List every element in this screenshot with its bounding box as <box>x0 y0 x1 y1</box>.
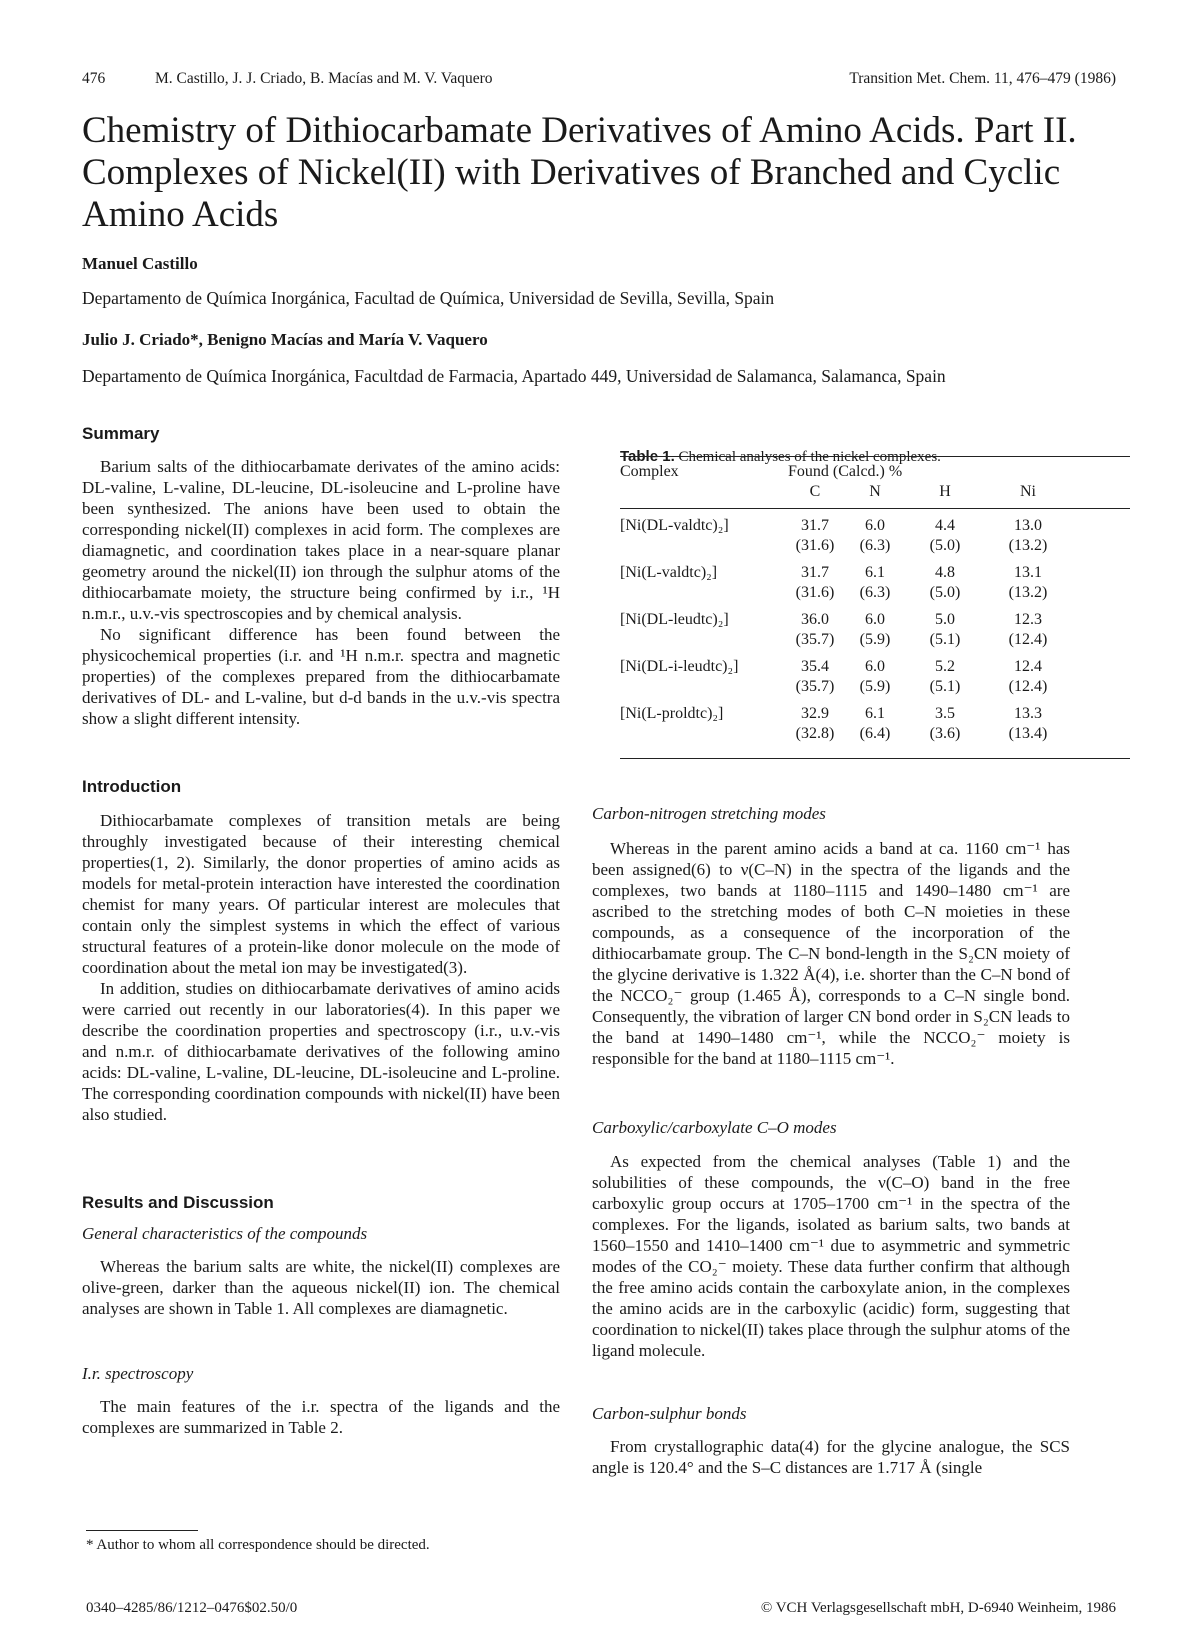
table-header <box>620 462 1130 502</box>
table-cell-complex: [Ni(L-valdtc)₂] <box>620 564 718 581</box>
table-cell-found: 6.1 <box>865 705 885 722</box>
table-cell-found: 12.4 <box>1014 658 1042 675</box>
table-cell-complex: [Ni(L-proldtc)₂] <box>620 705 724 722</box>
table-row <box>620 704 1130 746</box>
table-bottom-rule <box>620 758 1130 759</box>
table-cell-found: 36.0 <box>801 611 829 628</box>
table-cell-calcd: (6.4) <box>859 725 891 742</box>
table-cell-found: 31.7 <box>801 564 829 581</box>
table-cell-found: 13.1 <box>1014 564 1042 581</box>
table-cell-found: 12.3 <box>1014 611 1042 628</box>
author-group-1: Manuel Castillo <box>82 254 198 273</box>
page-number: 476 <box>82 70 106 87</box>
co-modes-heading: Carboxylic/carboxylate C–O modes <box>592 1118 837 1137</box>
ir-spectroscopy-paragraph: The main features of the i.r. spectra of the ligands and the complexes are summarized in Table 2. <box>82 1397 560 1437</box>
cn-modes-paragraph: Whereas in the parent amino acids a band at ca. 1160 cm⁻¹ has been assigned(6) to ν(C–N) in the spectra of the ligands and the complexes, two bands at 1180–1115 and 1490–1480 cm⁻¹ are ascribed to the stretching modes of both C–N moieties in these compounds, as a consequence of the incorporation of the dithiocarbamate group. The C–N bond-length in the S₂CN moiety of the glycine derivative is 1.322 Å(4), i.e. shorter than the C–N bond of the NCCO₂⁻ group (1.465 Å), corresponds to a C–N single bond. Consequently, the vibration of larger CN bond order in S₂CN leads to the band at 1490–1480 cm⁻¹, while the NCCO₂⁻ moiety is responsible for the band at 1180–1115 cm⁻¹. <box>592 839 1070 1068</box>
co-modes-body <box>592 1151 1070 1361</box>
table-cell-calcd: (13.4) <box>1008 725 1048 742</box>
co-modes-paragraph: As expected from the chemical analyses (Table 1) and the solubilities of these compounds, the ν(C–O) band in the free carboxylic group occurs at 1705–1700 cm⁻¹ in the spectra of the complexes. For the ligands, isolated as barium salts, two bands at 1560–1550 and 1410–1400 cm⁻¹ due to asymmetric and symmetric modes of the CO₂⁻ moiety. These data further confirm that although the free amino acids contain the carboxylate anion, in the complexes the amino acids are in the carboxylic (acidic) form, suggesting that coordination to nickel(II) takes place through the sulphur atoms of the ligand molecule. <box>592 1152 1070 1360</box>
table-cell-calcd: (35.7) <box>795 678 835 695</box>
table-cell-calcd: (5.0) <box>929 537 961 554</box>
table-cell-calcd: (3.6) <box>929 725 961 742</box>
summary-paragraph-2: No significant difference has been found between the physicochemical properties (i.r. and ¹H n.m.r. spectra and magnetic properties) of the complexes prepared from the dithiocarbamate derivatives of DL- and L-valine, but d-d bands in the u.v.-vis spectra show a slight different intensity. <box>82 625 560 728</box>
table-row <box>620 610 1130 652</box>
table-cell-found: 13.3 <box>1014 705 1042 722</box>
table-cell-found: 4.4 <box>935 517 955 534</box>
table-row <box>620 563 1130 605</box>
table-cell-complex: [Ni(DL-valdtc)₂] <box>620 517 729 534</box>
table-row <box>620 516 1130 558</box>
ir-spectroscopy-body <box>82 1396 560 1438</box>
footer-copyright: © VCH Verlagsgesellschaft mbH, D-6940 Weinheim, 1986 <box>760 1600 1116 1616</box>
table-cell-calcd: (5.9) <box>859 631 891 648</box>
table-cell-found: 3.5 <box>935 705 955 722</box>
table-cell-found: 5.2 <box>935 658 955 675</box>
table-cell-calcd: (12.4) <box>1008 631 1048 648</box>
table-header-rule <box>620 508 1130 509</box>
introduction-paragraph-2: In addition, studies on dithiocarbamate derivatives of amino acids were carried out recently in our laboratories(4). In this paper we describe the coordination properties and spectroscopy (i.r., u.v.-vis and n.m.r. of dithiocarbamate derivatives of the following amino acids: DL-valine, L-valine, DL-leucine, DL-isoleucine and L-proline. The corresponding coordination compounds with nickel(II) have been also studied. <box>82 979 560 1124</box>
col-header-n: N <box>869 483 881 500</box>
footer-code: 0340–4285/86/1212–0476$02.50/0 <box>86 1600 298 1616</box>
col-header-found: Found (Calcd.) % <box>788 463 903 480</box>
table-cell-calcd: (13.2) <box>1008 537 1048 554</box>
col-header-c: C <box>809 483 821 500</box>
table-cell-found: 6.0 <box>865 658 885 675</box>
table-cell-complex: [Ni(DL-i-leudtc)₂] <box>620 658 739 675</box>
summary-paragraph-1: Barium salts of the dithiocarbamate derivates of the amino acids: DL-valine, L-valine, DL-leucine, DL-isoleucine and L-proline have been synthesized. The anions have been used to obtain the corresponding nickel(II) complexes in acid form. The complexes are diamagnetic, and coordination takes place in a near-square planar geometry around the nickel(II) ion through the sulphur atoms of the dithiocarbamate moiety, the structure being confirmed by i.r., ¹H n.m.r., u.v.-vis spectroscopies and by chemical analysis. <box>82 457 560 623</box>
table-cell-calcd: (5.1) <box>929 631 961 648</box>
table-cell-found: 35.4 <box>801 658 829 675</box>
running-header-authors: M. Castillo, J. J. Criado, B. Macías and M. V. Vaquero <box>155 70 493 87</box>
table-cell-calcd: (13.2) <box>1008 584 1048 601</box>
table-cell-found: 6.0 <box>865 517 885 534</box>
table-row <box>620 657 1130 699</box>
affiliation-2: Departamento de Química Inorgánica, Facultdad de Farmacia, Apartado 449, Universidad de Salamanca, Salamanca, Spain <box>82 366 946 386</box>
table-cell-calcd: (5.9) <box>859 678 891 695</box>
general-characteristics-paragraph: Whereas the barium salts are white, the nickel(II) complexes are olive-green, darker than the aqueous nickel(II) ion. The chemical analyses are shown in Table 1. All complexes are diamagnetic. <box>82 1257 560 1318</box>
table-cell-calcd: (35.7) <box>795 631 835 648</box>
cs-bonds-paragraph: From crystallographic data(4) for the glycine analogue, the SCS angle is 120.4° and the S–C distances are 1.717 Å (single <box>592 1437 1070 1477</box>
table-cell-calcd: (31.6) <box>795 537 835 554</box>
table-cell-found: 4.8 <box>935 564 955 581</box>
author-group-2: Julio J. Criado*, Benigno Macías and María V. Vaquero <box>82 330 488 349</box>
introduction-body <box>82 810 560 1125</box>
table-cell-calcd: (31.6) <box>795 584 835 601</box>
summary-heading: Summary <box>82 424 160 443</box>
table-cell-found: 13.0 <box>1014 517 1042 534</box>
table-cell-calcd: (12.4) <box>1008 678 1048 695</box>
table-cell-found: 5.0 <box>935 611 955 628</box>
general-characteristics-body <box>82 1256 560 1319</box>
table-cell-calcd: (6.3) <box>859 537 891 554</box>
introduction-heading: Introduction <box>82 777 182 796</box>
table-cell-found: 6.0 <box>865 611 885 628</box>
table-cell-calcd: (32.8) <box>795 725 835 742</box>
affiliation-1: Departamento de Química Inorgánica, Facultad de Química, Universidad de Sevilla, Sevilla, Spain <box>82 288 775 308</box>
summary-body <box>82 456 560 729</box>
col-header-ni: Ni <box>1020 483 1036 500</box>
cs-bonds-body <box>592 1436 1070 1478</box>
table-cell-calcd: (5.0) <box>929 584 961 601</box>
ir-spectroscopy-heading: I.r. spectroscopy <box>82 1364 194 1383</box>
footnote-rule <box>86 1530 198 1531</box>
col-header-h: H <box>939 483 951 500</box>
col-header-complex: Complex <box>620 463 679 480</box>
table-cell-found: 32.9 <box>801 705 829 722</box>
table-1-caption-text: Chemical analyses of the nickel complexes. <box>678 449 941 465</box>
introduction-paragraph-1: Dithiocarbamate complexes of transition metals are being throughly investigated because of their interesting chemical properties(1, 2). Similarly, the donor properties of amino acids as models for metal-protein interaction have interested the coordination chemist for many years. Of particular interest are molecules that contain only the simplest systems in which the effect of various structural features of a protein-like donor molecule on the mode of coordination about the metal ion may be investigated(3). <box>82 811 560 977</box>
table-cell-found: 31.7 <box>801 517 829 534</box>
table-cell-calcd: (5.1) <box>929 678 961 695</box>
article-title: Chemistry of Dithiocarbamate Derivatives of Amino Acids. Part II. Complexes of Nickel(II) with Derivatives of Branched and Cyclic Amino Acids <box>82 110 1077 235</box>
cn-modes-heading: Carbon-nitrogen stretching modes <box>592 804 826 823</box>
table-cell-complex: [Ni(DL-leudtc)₂] <box>620 611 729 628</box>
table-1-label: Table 1. <box>620 448 675 465</box>
footnote: * Author to whom all correspondence should be directed. <box>86 1537 430 1553</box>
table-top-rule <box>620 456 1130 457</box>
table-cell-found: 6.1 <box>865 564 885 581</box>
results-heading: Results and Discussion <box>82 1193 274 1212</box>
table-cell-calcd: (6.3) <box>859 584 891 601</box>
cs-bonds-heading: Carbon-sulphur bonds <box>592 1404 747 1423</box>
running-header-journal: Transition Met. Chem. 11, 476–479 (1986) <box>849 70 1116 87</box>
general-characteristics-heading: General characteristics of the compounds <box>82 1224 368 1243</box>
cn-modes-body <box>592 838 1070 1069</box>
